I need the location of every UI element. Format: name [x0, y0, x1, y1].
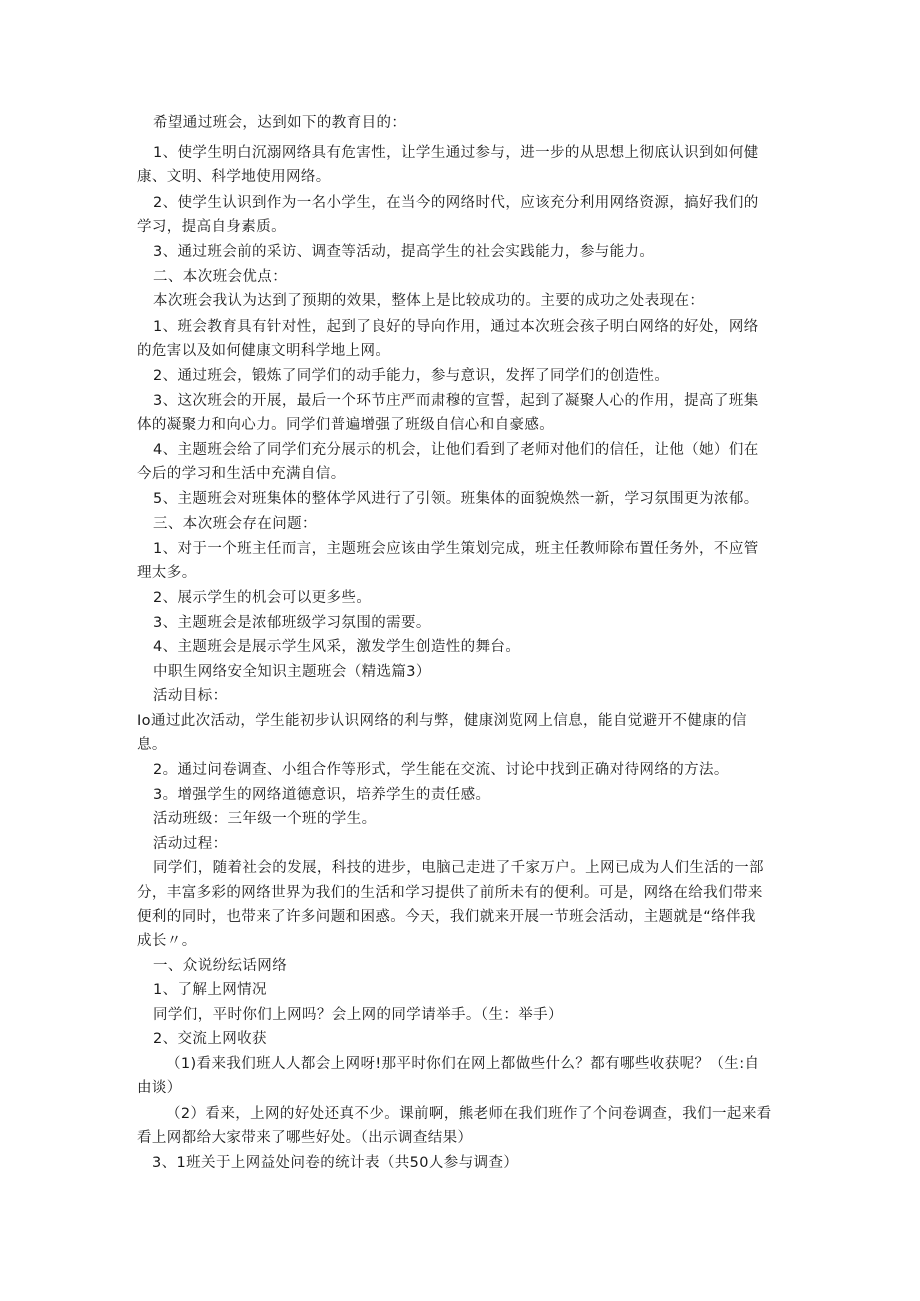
text-line: 2、交流上网收获 — [153, 1031, 267, 1047]
text-line: 学习，提高自身素质。 — [137, 219, 286, 235]
text-line: 3、通过班会前的采访、调查等活动，提高学生的社会实践能力，参与能力。 — [153, 244, 655, 260]
text-line: 2、使学生认识到作为一名小学生，在当今的网络时代，应该充分利用网络资源，搞好我们的 — [153, 195, 759, 211]
text-line: 希望通过班会，达到如下的教育目的： — [153, 115, 407, 131]
text-line: 活动目标： — [153, 688, 228, 704]
text-line: 2、展示学生的机会可以更多些。 — [153, 590, 372, 606]
text-line: 同学们，平时你们上网吗？会上网的同学请举手。（生：举手） — [153, 1007, 563, 1023]
text-line: 成长〃。 — [137, 933, 197, 949]
text-line: 今后的学习和生活中充满自信。 — [137, 466, 346, 482]
section-heading: 二、本次班会优点： — [153, 269, 288, 285]
text-line: 1、班会教育具有针对性，起到了良好的导向作用，通过本次班会孩子明白网络的好处，网络 — [153, 319, 759, 335]
article-title: 中职生网络安全知识主题班会（精选篇3） — [153, 664, 431, 680]
text-line: 1、对于一个班主任而言，主题班会应该由学生策划完成，班主任教师除布置任务外，不应管 — [153, 541, 759, 557]
text-line: 3。增强学生的网络道德意识，培养学生的责任感。 — [153, 787, 491, 803]
text-line: 3、这次班会的开展，最后一个环节庄严而肃穆的宣誓，起到了凝聚人心的作用，提高了班集 — [153, 393, 759, 409]
text-line: 同学们，随着社会的发展，科技的进步，电脑己走进了千家万户。上网已成为人们生活的一部 — [153, 860, 764, 876]
text-line: 理太多。 — [137, 565, 197, 581]
text-line: 4、主题班会是展示学生风采，激发学生创造性的舞台。 — [153, 639, 521, 655]
text-line: 1、了解上网情况 — [153, 982, 267, 998]
text-line: 便利的同时，也带来了许多问题和困惑。今天，我们就来开展一节班会活动，主题就是“络伴我 — [137, 909, 756, 925]
text-line: 4、主题班会给了同学们充分展示的机会，让他们看到了老师对他们的信任，让他（她）们在 — [153, 442, 759, 458]
section-heading: 三、本次班会存在问题： — [153, 516, 317, 532]
text-line: 2。通过问卷调查、小组合作等形式，学生能在交流、讨论中找到正确对待网络的方法。 — [153, 762, 729, 778]
text-line: 3、主题班会是浓郁班级学习氛围的需要。 — [153, 615, 431, 631]
text-line: （2）看来，上网的好处还真不少。课前啊，熊老师在我们班作了个问卷调查，我们一起来看 — [166, 1106, 772, 1122]
text-line: 活动过程： — [153, 836, 228, 852]
section-heading: 一、众说纷纭话网络 — [153, 958, 288, 974]
text-line: 活动班级：三年级一个班的学生。 — [153, 811, 377, 827]
text-line: 由谈） — [137, 1080, 182, 1096]
text-line: 分，丰富多彩的网络世界为我们的生活和学习提供了前所未有的便利。可是，网络在给我们带来 — [137, 885, 763, 901]
text-line: 3、1班关于上网益处问卷的统计表（共50人参与调查） — [152, 1155, 519, 1171]
text-line: 2、通过班会，锻炼了同学们的动手能力，参与意识，发挥了同学们的创造性。 — [153, 368, 670, 384]
text-line: 1、使学生明白沉溺网络具有危害性，让学生通过参与，进一步的从思想上彻底认识到如何健 — [153, 145, 759, 161]
text-line: （1)看来我们班人人都会上网呀!那平时你们在网上都做些什么？都有哪些收获呢？（生:自 — [166, 1056, 760, 1072]
text-line: 本次班会我认为达到了预期的效果，整体上是比较成功的。主要的成功之处表现在： — [153, 293, 705, 309]
text-line: 看上网都给大家带来了哪些好处。（出示调查结果） — [137, 1130, 473, 1146]
text-line: 的危害以及如何健康文明科学地上网。 — [137, 343, 391, 359]
text-line: 体的凝聚力和向心力。同学们普遍增强了班级自信心和自豪感。 — [137, 417, 555, 433]
text-line: Io通过此次活动，学生能初步认识网络的利与弊，健康浏览网上信息，能自觉避开不健康的信 — [137, 713, 747, 729]
text-line: 5、主题班会对班集体的整体学风进行了引领。班集体的面貌焕然一新，学习氛围更为浓郁。 — [153, 491, 759, 507]
text-line: 康、文明、科学地使用网络。 — [137, 169, 331, 185]
text-line: 息。 — [137, 737, 167, 753]
